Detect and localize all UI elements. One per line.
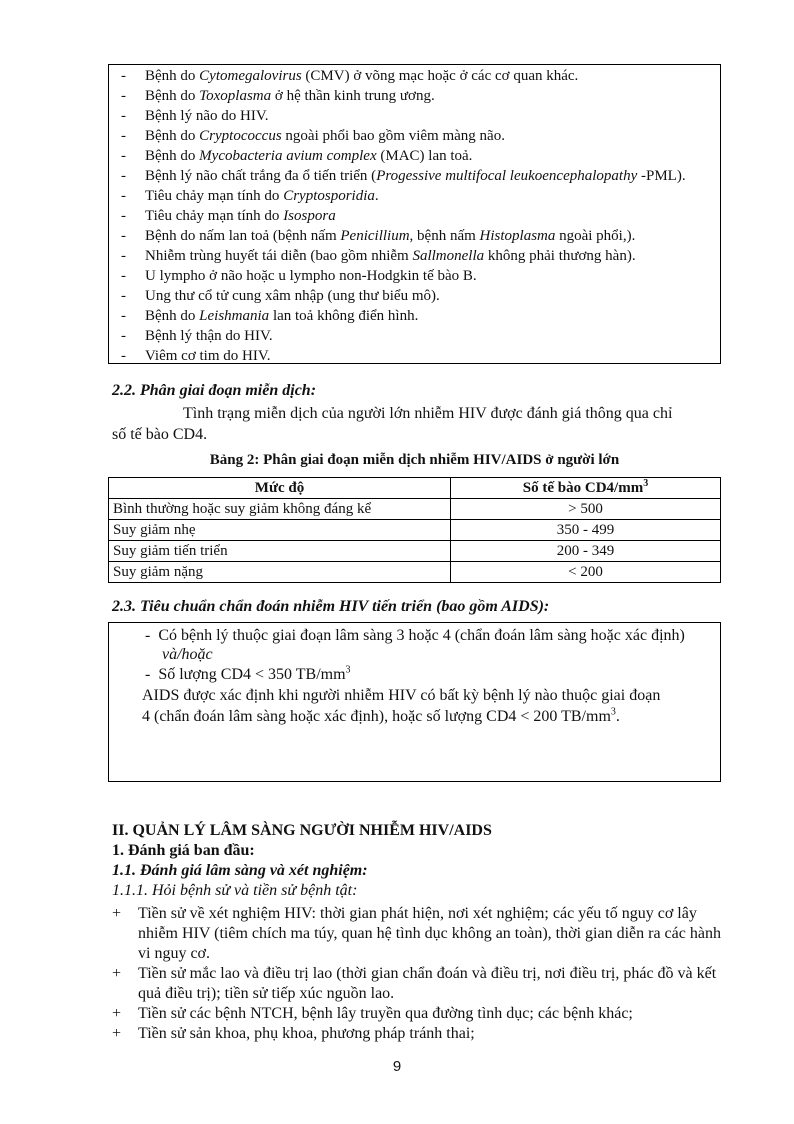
dash: -	[121, 248, 126, 264]
disease-text: Tiêu chảy mạn tính do	[145, 188, 284, 204]
disease-text: Bệnh do nấm lan toả (bệnh nấm	[145, 228, 341, 244]
section-1-1-heading: 1.1. Đánh giá lâm sàng và xét nghiệm:	[112, 862, 368, 879]
header-cd4	[451, 478, 721, 499]
disease-text: Bệnh lý thận do HIV.	[145, 328, 273, 344]
disease-text: Bệnh lý não do HIV.	[145, 108, 269, 124]
dash: -	[121, 288, 126, 304]
cell-cd4-value: < 200	[451, 562, 721, 583]
disease-name-italic: Cryptococcus	[199, 128, 282, 144]
disease-text: Ung thư cổ tử cung xâm nhập (ung thư biểu mô).	[145, 288, 440, 304]
criteria-item-1	[145, 626, 685, 646]
plus-mark: +	[112, 905, 122, 922]
disease-name-italic: Isospora	[283, 208, 336, 224]
disease-name-italic: Cytomegalovirus	[199, 68, 302, 84]
history-item-1	[112, 904, 724, 964]
dash: -	[121, 88, 126, 104]
disease-list-box	[108, 64, 721, 364]
aids-definition-line2	[142, 707, 620, 727]
dash: -	[145, 666, 151, 683]
dash: -	[121, 168, 126, 184]
section-II-title: II. QUẢN LÝ LÂM SÀNG NGƯỜI NHIỄM HIV/AIDS	[112, 822, 492, 839]
dash: -	[121, 328, 126, 344]
disease-name-italic: Progessive multifocal leukoencephalopathy	[376, 168, 638, 184]
cell-cd4-value: > 500	[451, 499, 721, 520]
table-row	[109, 562, 721, 583]
criteria-item-1-text: Có bệnh lý thuộc giai đoạn lâm sàng 3 hoặc 4 (chẩn đoán lâm sàng hoặc xác định)	[158, 627, 685, 644]
history-item-1-text: Tiền sử về xét nghiệm HIV: thời gian phát hiện, nơi xét nghiệm; các yếu tố nguy cơ lây nhiễm HIV (tiêm chích ma túy, quan hệ tình dục không an toàn), thời gian diễn ra các hành vi nguy cơ.	[138, 905, 721, 962]
aids-definition-line1: AIDS được xác định khi người nhiễm HIV có bất kỳ bệnh lý nào thuộc giai đoạn	[142, 687, 661, 704]
disease-text: Bệnh do	[145, 68, 200, 84]
history-item-2-text: Tiền sử mắc lao và điều trị lao (thời gian chẩn đoán và điều trị, nơi điều trị, phác đồ và kết quả điều trị); tiền sử tiếp xúc nguồn lao.	[138, 965, 717, 1002]
disease-list-item	[109, 66, 720, 86]
disease-text: Bệnh do	[145, 128, 200, 144]
disease-text: Nhiễm trùng huyết tái diễn (bao gồm nhiễm	[145, 248, 413, 264]
dash: -	[121, 148, 126, 164]
cell-cd4-value: 350 - 499	[451, 520, 721, 541]
history-item-4	[112, 1024, 724, 1044]
disease-text: (MAC) lan toả.	[376, 148, 473, 164]
dash: -	[121, 188, 126, 204]
cell-level: Bình thường hoặc suy giảm không đáng kể	[109, 499, 451, 520]
disease-name-italic: Mycobacteria avium complex	[199, 148, 377, 164]
table-row	[109, 520, 721, 541]
plus-mark: +	[112, 965, 122, 982]
page-number: 9	[392, 1058, 402, 1075]
criteria-item-2	[145, 665, 351, 685]
disease-list-item	[109, 326, 720, 346]
disease-text: Viêm cơ tim do HIV.	[145, 348, 271, 364]
cell-level: Suy giảm nặng	[109, 562, 451, 583]
plus-mark: +	[112, 1025, 122, 1042]
disease-text: .	[374, 188, 379, 204]
disease-list-item	[109, 346, 720, 366]
dash: -	[121, 208, 126, 224]
section-2-3-heading: 2.3. Tiêu chuẩn chẩn đoán nhiễm HIV tiến triển (bao gồm AIDS):	[112, 598, 550, 615]
disease-list-item	[109, 206, 720, 226]
history-item-3	[112, 1004, 724, 1024]
disease-list-item	[109, 146, 720, 166]
disease-text: , bệnh nấm	[409, 228, 480, 244]
disease-list-item	[109, 126, 720, 146]
disease-list-item	[109, 306, 720, 326]
history-item-2	[112, 964, 724, 1004]
criteria-item-2-text: Số lượng CD4 < 350 TB/mm	[158, 666, 346, 683]
section-2-2-heading: 2.2. Phân giai đoạn miễn dịch:	[112, 382, 317, 399]
disease-list-item	[109, 226, 720, 246]
cell-level: Suy giảm nhẹ	[109, 520, 451, 541]
disease-text: Bệnh lý não chất trắng đa ổ tiến triển (	[145, 168, 377, 184]
disease-list-item	[109, 106, 720, 126]
table-row	[109, 499, 721, 520]
disease-text: lan toả không điển hình.	[269, 308, 419, 324]
disease-text: Bệnh do	[145, 148, 200, 164]
history-item-4-text: Tiền sử sản khoa, phụ khoa, phương pháp tránh thai;	[138, 1025, 475, 1042]
dash: -	[121, 128, 126, 144]
section-1-1-1-heading: 1.1.1. Hỏi bệnh sử và tiền sử bệnh tật:	[112, 882, 358, 899]
immune-stage-table	[108, 477, 721, 583]
criteria-and-or: và/hoặc	[162, 646, 213, 663]
disease-name-italic: Penicillium	[340, 228, 410, 244]
dash: -	[121, 268, 126, 284]
section-1-heading: 1. Đánh giá ban đầu:	[112, 842, 255, 859]
disease-text: ngoài phổi bao gồm viêm màng não.	[281, 128, 505, 144]
aids-definition-end: .	[615, 708, 620, 725]
table-row	[109, 541, 721, 562]
dash: -	[121, 348, 126, 364]
disease-list-item	[109, 266, 720, 286]
header-cd4-sup: 3	[643, 478, 649, 489]
header-cd4-text: Số tế bào CD4/mm	[522, 480, 644, 496]
criteria-box	[108, 622, 721, 782]
disease-list-item	[109, 166, 720, 186]
disease-name-italic: Histoplasma	[479, 228, 556, 244]
disease-text: ngoài phổi,).	[555, 228, 636, 244]
cell-level: Suy giảm tiến triển	[109, 541, 451, 562]
disease-text: Tiêu chảy mạn tính do	[145, 208, 284, 224]
dash: -	[121, 68, 126, 84]
disease-list-item	[109, 186, 720, 206]
section-2-2-text-line1: Tình trạng miễn dịch của người lớn nhiễm HIV được đánh giá thông qua chỉ	[183, 405, 673, 422]
dash: -	[121, 108, 126, 124]
disease-text: không phải thương hàn).	[484, 248, 636, 264]
plus-mark: +	[112, 1005, 122, 1022]
criteria-item-2-sup: 3	[345, 664, 351, 676]
aids-definition-line2-text: 4 (chẩn đoán lâm sàng hoặc xác định), hoặc số lượng CD4 < 200 TB/mm	[142, 708, 611, 725]
disease-text: ở hệ thần kinh trung ương.	[271, 88, 435, 104]
section-2-2-text-line2: số tế bào CD4.	[112, 426, 208, 443]
disease-text: Bệnh do	[145, 308, 200, 324]
table-header-row	[109, 478, 721, 499]
disease-text: U lympho ở não hoặc u lympho non-Hodgkin tế bào B.	[145, 268, 477, 284]
disease-list-item	[109, 246, 720, 266]
header-level: Mức độ	[109, 478, 451, 499]
table-title: Bảng 2: Phân giai đoạn miễn dịch nhiễm HIV/AIDS ở người lớn	[209, 452, 620, 468]
disease-text: Bệnh do	[145, 88, 200, 104]
disease-name-italic: Leishmania	[199, 308, 270, 324]
dash: -	[145, 627, 151, 644]
disease-text: -PML).	[637, 168, 686, 184]
disease-text: (CMV) ở võng mạc hoặc ở các cơ quan khác.	[301, 68, 579, 84]
disease-name-italic: Cryptosporidia	[283, 188, 375, 204]
history-item-3-text: Tiền sử các bệnh NTCH, bệnh lây truyền qua đường tình dục; các bệnh khác;	[138, 1005, 633, 1022]
aids-definition-sup: 3	[610, 706, 616, 718]
disease-list-item	[109, 286, 720, 306]
disease-name-italic: Sallmonella	[412, 248, 485, 264]
dash: -	[121, 308, 126, 324]
dash: -	[121, 228, 126, 244]
disease-name-italic: Toxoplasma	[199, 88, 272, 104]
disease-list-item	[109, 86, 720, 106]
cell-cd4-value: 200 - 349	[451, 541, 721, 562]
